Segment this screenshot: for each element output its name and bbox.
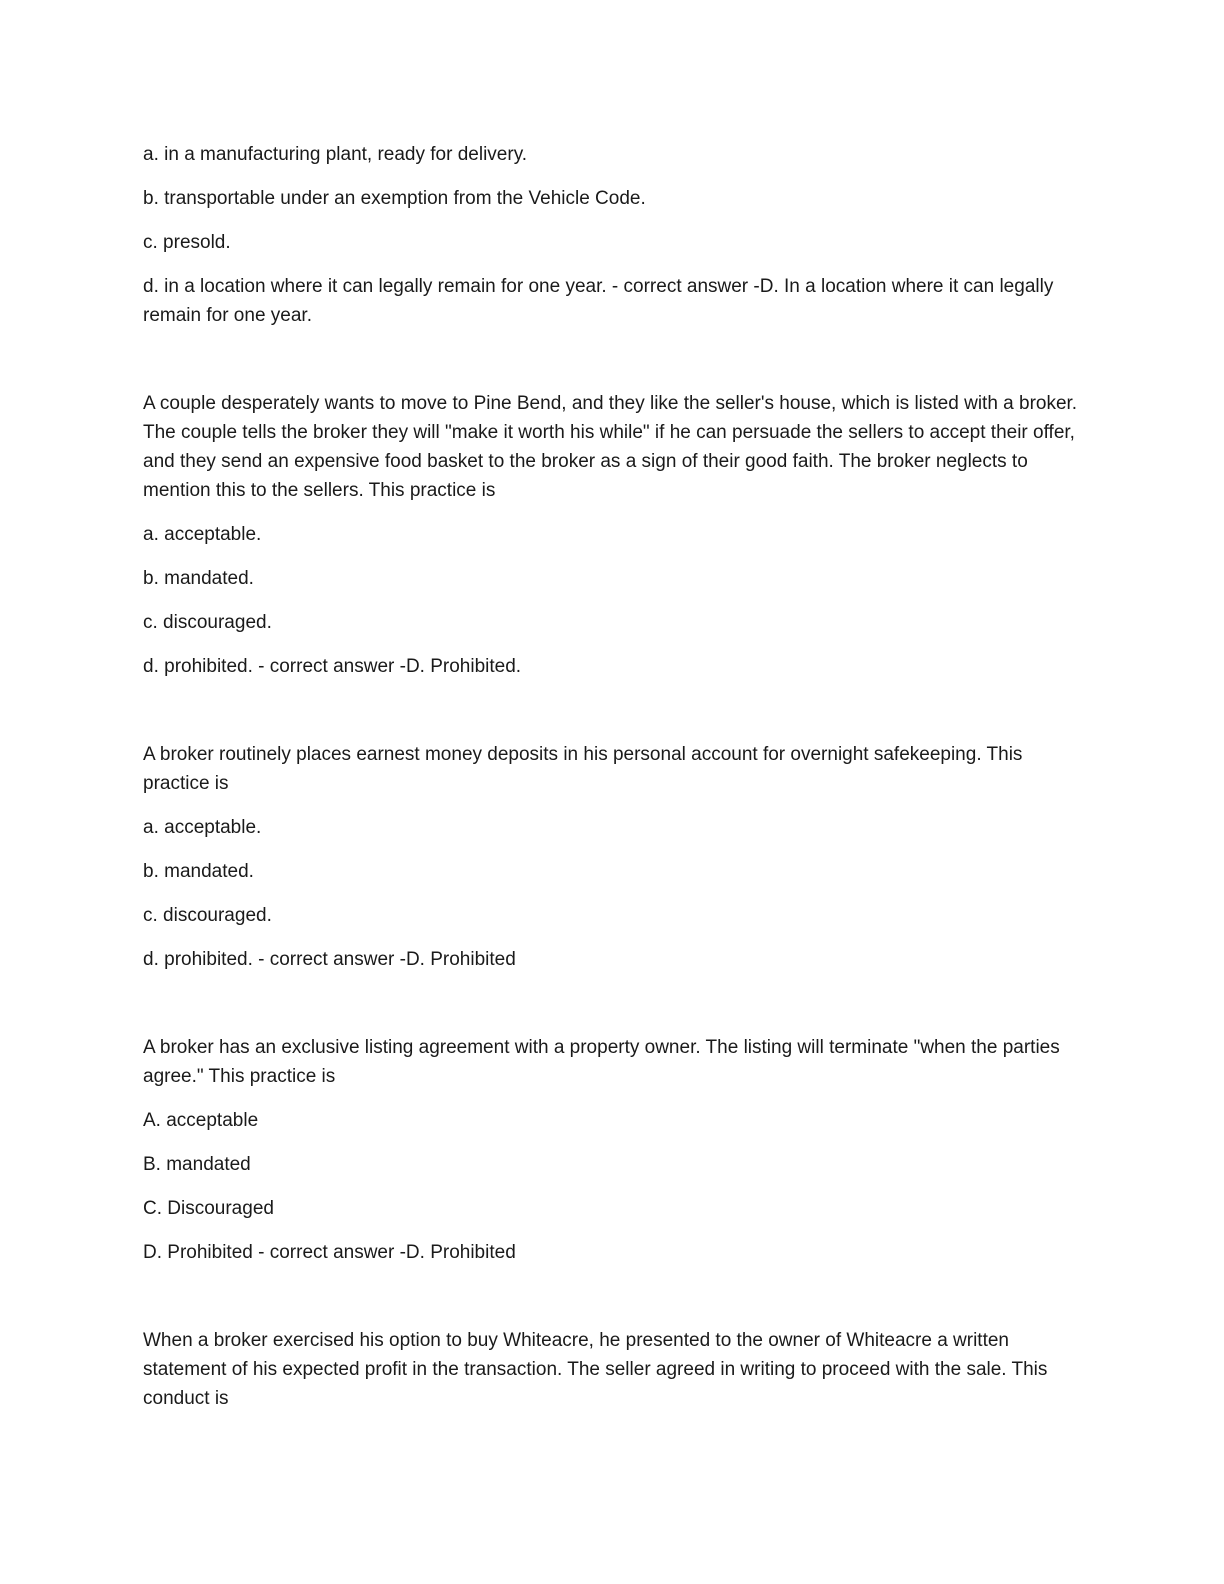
answer-option: b. mandated. — [143, 861, 254, 882]
answer-option: c. discouraged. — [143, 905, 272, 926]
answer-option: a. in a manufacturing plant, ready for delivery. — [143, 144, 528, 165]
question-stem: A couple desperately wants to move to Pine Bend, and they like the seller's house, which is listed with a broker. The couple tells the broker they will "make it worth his while" if he can persuade the sellers to accept their offer, and they send an expensive food basket to the broker as a sign of their good faith. The broker neglects to mention this to the sellers. This practice is — [143, 393, 1078, 501]
question-stem: A broker has an exclusive listing agreement with a property owner. The listing will terminate "when the parties agree." This practice is — [143, 1037, 1060, 1087]
question-block — [143, 140, 1083, 330]
answer-option: A. acceptable — [143, 1110, 259, 1131]
document-body — [143, 140, 1083, 1413]
answer-option: C. Discouraged — [143, 1198, 274, 1219]
question-stem: A broker routinely places earnest money deposits in his personal account for overnight safekeeping. This practice is — [143, 744, 1023, 794]
question-block — [143, 1033, 1083, 1267]
answer-option: c. presold. — [143, 232, 231, 253]
answer-option-with-correct-answer: d. prohibited. - correct answer -D. Prohibited — [143, 949, 516, 970]
question-block — [143, 1326, 1083, 1413]
answer-option: a. acceptable. — [143, 524, 262, 545]
question-block — [143, 740, 1083, 974]
answer-option: b. transportable under an exemption from the Vehicle Code. — [143, 188, 646, 209]
answer-option-with-correct-answer: D. Prohibited - correct answer -D. Prohibited — [143, 1242, 516, 1263]
answer-option: c. discouraged. — [143, 612, 272, 633]
question-stem: When a broker exercised his option to buy Whiteacre, he presented to the owner of Whiteacre a written statement of his expected profit in the transaction. The seller agreed in writing to proceed with the sale. This conduct is — [143, 1330, 1048, 1409]
question-block — [143, 389, 1083, 681]
answer-option: a. acceptable. — [143, 817, 262, 838]
answer-option-with-correct-answer: d. prohibited. - correct answer -D. Prohibited. — [143, 656, 522, 677]
answer-option: b. mandated. — [143, 568, 254, 589]
answer-option: B. mandated — [143, 1154, 251, 1175]
answer-option-with-correct-answer: d. in a location where it can legally remain for one year. - correct answer -D. In a location where it can legally remain for one year. — [143, 276, 1054, 326]
